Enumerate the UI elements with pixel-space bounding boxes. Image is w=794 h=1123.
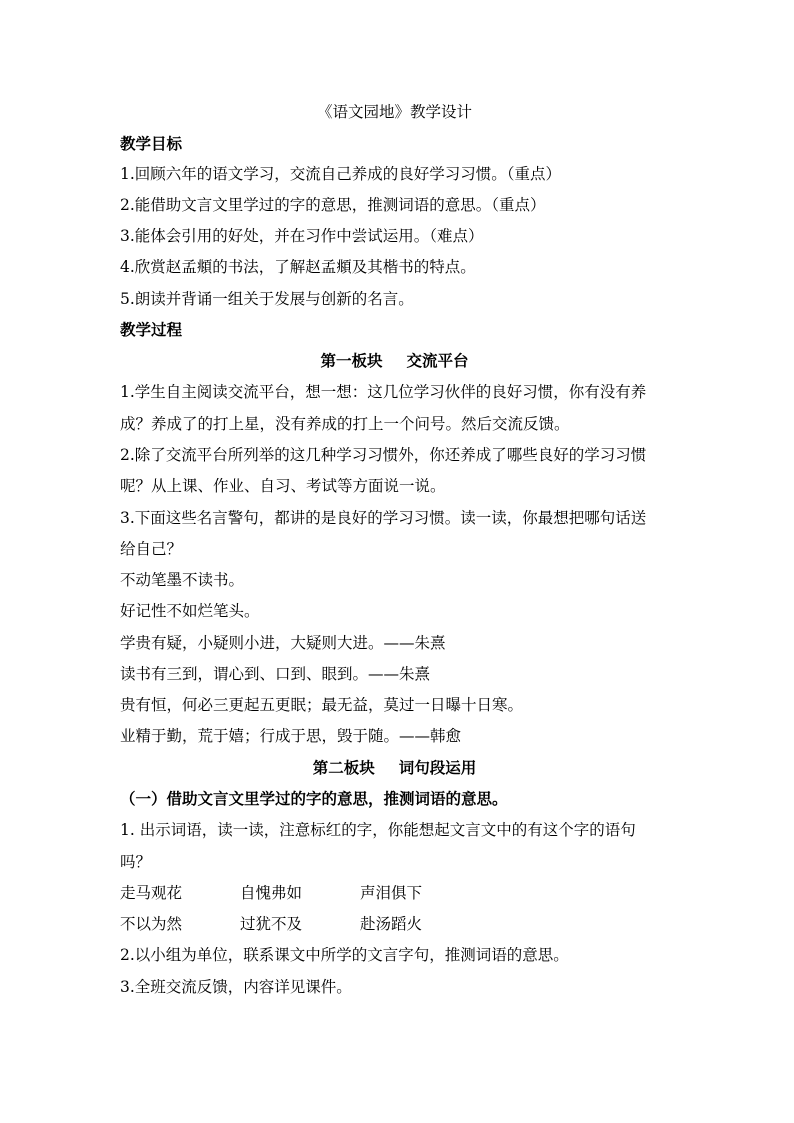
section2-title-b: 词句段运用 (398, 758, 477, 777)
section1-title-a: 第一板块 (320, 351, 383, 370)
paragraph-line: 2.以小组为单位，联系课文中所学的文言字句，推测词语的意思。 (120, 946, 569, 964)
section2-title (120, 757, 669, 779)
quote-line: 读书有三到，谓心到、口到、眼到。——朱熹 (120, 665, 431, 683)
word-item: 不以为然 (120, 915, 183, 933)
paragraph-line: 3.全班交流反馈，内容详见课件。 (120, 978, 352, 996)
objective-item: 1.回顾六年的语文学习，交流自己养成的良好学习习惯。（重点） (120, 165, 562, 183)
paragraph-line: 1. 出示词语，读一读，注意标红的字，你能想起文言文中的有这个字的语句 (120, 821, 636, 839)
subsection-title: （一）借助文言文里学过的字的意思，推测词语的意思。 (120, 789, 508, 808)
quote-line: 好记性不如烂笔头。 (120, 602, 260, 620)
section2-title-a: 第二板块 (312, 758, 375, 777)
quote-line: 不动笔墨不读书。 (120, 571, 245, 589)
objective-item: 4.欣赏赵孟頫的书法，了解赵孟頫及其楷书的特点。 (120, 258, 476, 276)
paragraph-line: 呢？从上课、作业、自习、考试等方面说一说。 (120, 477, 446, 495)
section1-title (120, 350, 669, 372)
word-item: 走马观花 (120, 884, 183, 902)
objectives-heading: 教学目标 (120, 134, 183, 153)
quote-line: 贵有恒，何必三更起五更眠；最无益，莫过一日曝十日寒。 (120, 696, 524, 714)
word-item: 过犹不及 (240, 915, 303, 933)
paragraph-line: 给自己？ (120, 540, 183, 558)
paragraph-line: 成？养成了的打上星，没有养成的打上一个问号。然后交流反馈。 (120, 415, 570, 433)
quote-line: 业精于勤，荒于嬉；行成于思，毁于随。——韩愈 (120, 727, 462, 745)
word-item: 赴汤蹈火 (360, 915, 423, 933)
paragraph-line: 吗？ (120, 853, 152, 871)
objective-item: 5.朗读并背诵一组关于发展与创新的名言。 (120, 290, 414, 308)
objective-item: 3.能体会引用的好处，并在习作中尝试运用。（难点） (120, 227, 484, 245)
quote-line: 学贵有疑，小疑则小进，大疑则大进。——朱熹 (120, 634, 446, 652)
word-item: 声泪俱下 (360, 884, 423, 902)
objective-item: 2.能借助文言文里学过的字的意思，推测词语的意思。（重点） (120, 196, 546, 214)
paragraph-line: 2.除了交流平台所列举的这几种学习习惯外，你还养成了哪些良好的学习习惯 (120, 446, 647, 464)
paragraph-line: 1.学生自主阅读交流平台，想一想：这几位学习伙伴的良好习惯，你有没有养 (120, 383, 647, 401)
word-item: 自愧弗如 (240, 884, 303, 902)
process-heading: 教学过程 (120, 320, 183, 339)
section1-title-b: 交流平台 (406, 351, 469, 370)
document-title: 《语文园地》教学设计 (316, 103, 472, 121)
paragraph-line: 3.下面这些名言警句，都讲的是良好的学习习惯。读一读，你最想把哪句话送 (120, 509, 647, 527)
